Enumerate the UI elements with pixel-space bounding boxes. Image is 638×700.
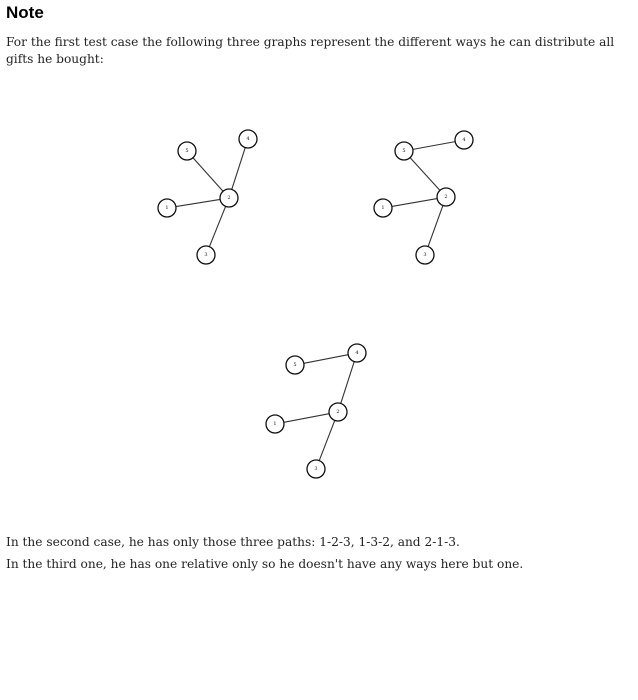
edge-2-5 [410, 158, 440, 191]
edge-2-3 [319, 420, 335, 460]
edge-2-4 [232, 148, 245, 190]
node-4 [348, 344, 366, 362]
node-1 [374, 199, 392, 217]
node-2 [329, 403, 347, 421]
node-label: 3 [204, 252, 208, 258]
node-label: 2 [444, 194, 448, 200]
edge-4-5 [304, 355, 348, 364]
edge-2-3 [428, 205, 443, 246]
note-heading: Note [6, 3, 44, 22]
node-label: 4 [355, 350, 359, 356]
node-label: 5 [293, 362, 297, 368]
node-label: 3 [423, 252, 427, 258]
node-label: 5 [402, 148, 406, 154]
graph-3 [266, 344, 366, 478]
node-2 [437, 188, 455, 206]
node-label: 1 [165, 205, 169, 211]
edge-2-5 [193, 158, 223, 192]
node-label: 3 [314, 466, 318, 472]
third-case-paragraph: In the third one, he has one relative only so he doesn't have any ways here but one. [6, 557, 524, 571]
node-5 [395, 142, 413, 160]
intro-paragraph: For the first test case the following three graphs represent the different ways he can distribute all gifts he bought: [6, 35, 615, 66]
node-4 [239, 130, 257, 148]
edge-5-4 [413, 142, 455, 150]
node-label: 2 [227, 195, 231, 201]
node-label: 4 [462, 137, 466, 143]
edge-1-2 [284, 414, 329, 423]
node-4 [455, 131, 473, 149]
node-5 [178, 142, 196, 160]
graph-2 [374, 131, 473, 264]
node-label: 4 [246, 136, 250, 142]
node-label: 5 [185, 148, 189, 154]
node-3 [416, 246, 434, 264]
node-3 [307, 460, 325, 478]
edge-1-2 [392, 199, 437, 207]
edge-1-2 [176, 199, 220, 206]
edge-2-4 [341, 362, 354, 404]
node-1 [266, 415, 284, 433]
node-label: 1 [273, 421, 277, 427]
node-label: 2 [336, 409, 340, 415]
edge-2-3 [209, 206, 225, 246]
node-2 [220, 189, 238, 207]
node-3 [197, 246, 215, 264]
node-1 [158, 199, 176, 217]
second-case-paragraph: In the second case, he has only those three paths: 1-2-3, 1-3-2, and 2-1-3. [6, 535, 460, 549]
node-5 [286, 356, 304, 374]
node-label: 1 [381, 205, 385, 211]
graph-1 [158, 130, 257, 264]
